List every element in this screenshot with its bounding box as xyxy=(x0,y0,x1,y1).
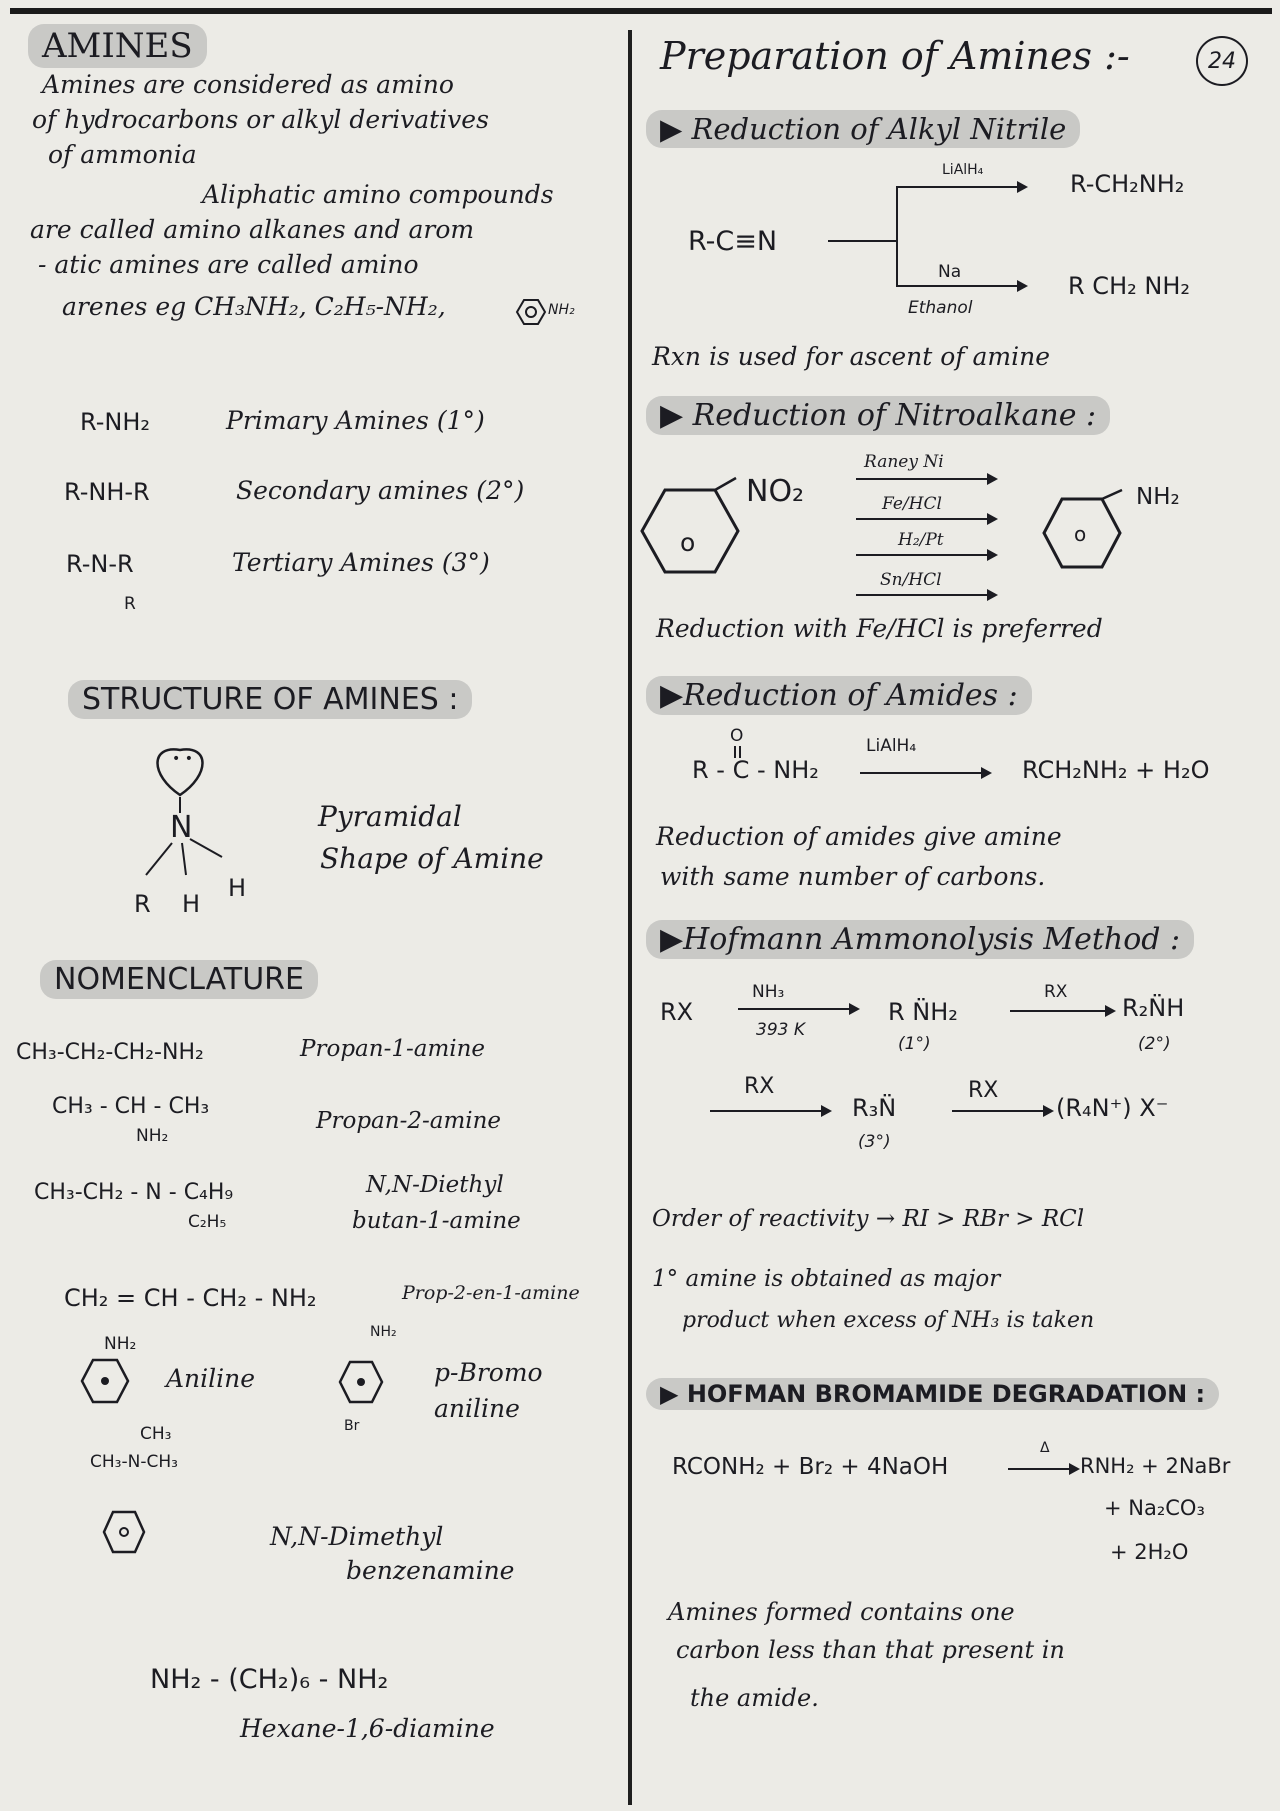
nitrile-note: Rxn is used for ascent of amine xyxy=(652,342,1050,371)
bromo-name-2: aniline xyxy=(434,1394,520,1423)
ammonolysis-reagent2: RX xyxy=(1044,982,1068,1002)
nitrile-arrow-bottom xyxy=(896,285,1026,287)
nitro-reagent-4: Sn/HCl xyxy=(880,570,942,590)
ammonolysis-arrow-1 xyxy=(738,1008,858,1010)
nomenclature-heading: NOMENCLATURE xyxy=(40,960,318,999)
nom-3-formula: CH₃-CH₂ - N - C₄H₉ xyxy=(34,1180,234,1205)
aniline-example xyxy=(516,298,575,328)
bullet-triangle-icon: ▶ xyxy=(660,922,684,957)
nitro-arrow-3 xyxy=(856,554,996,556)
bromoaniline-ring-icon xyxy=(338,1360,384,1404)
diamine-name: Hexane-1,6-diamine xyxy=(240,1714,495,1743)
bullet-triangle-icon: ▶ xyxy=(660,678,684,713)
nitrile-heading: Reduction of Alkyl Nitrile xyxy=(691,112,1067,146)
ammonolysis-reagent3: RX xyxy=(744,1074,775,1099)
nom-3-sub: C₂H₅ xyxy=(188,1212,227,1232)
amide-note-1: Reduction of amides give amine xyxy=(656,822,1062,851)
bullet-triangle-icon: ▶ xyxy=(660,1380,687,1408)
intro-line-3: of ammonia xyxy=(48,140,197,169)
tertiary-sub-r: R xyxy=(124,594,136,614)
bromamide-heading-badge xyxy=(646,1378,1219,1410)
bullet-triangle-icon: ▶ xyxy=(660,398,693,433)
intro-line-6: - atic amines are called amino xyxy=(38,250,419,279)
aniline-sub: NH₂ xyxy=(104,1334,137,1354)
ammonolysis-reagent1-under: 393 K xyxy=(756,1020,805,1040)
amide-note-2: with same number of carbons. xyxy=(660,862,1046,891)
nitrile-heading-badge xyxy=(646,110,1080,148)
nitro-reagent-1: Raney Ni xyxy=(864,452,944,472)
primary-name: Primary Amines (1°) xyxy=(226,406,485,435)
structure-caption-1: Pyramidal xyxy=(318,800,462,833)
nitrile-arrow-top xyxy=(896,186,1026,188)
nitro-heading-badge xyxy=(646,396,1110,435)
diamine-formula: NH₂ - (CH₂)₆ - NH₂ xyxy=(150,1664,389,1695)
nitro-product-sub: NH₂ xyxy=(1136,484,1180,510)
benzene-ring-icon xyxy=(516,298,546,326)
ammonolysis-note-1: 1° amine is obtained as major xyxy=(652,1266,1001,1292)
nom-3-name-1: N,N-Diethyl xyxy=(366,1172,504,1198)
ammonolysis-p1: R N̈H₂ xyxy=(888,998,958,1026)
bromamide-heading: HOFMAN BROMAMIDE DEGRADATION : xyxy=(686,1380,1206,1408)
aniline-name: Aniline xyxy=(166,1364,256,1393)
nitro-product-ring-mark: o xyxy=(1074,522,1087,546)
top-border xyxy=(10,8,1272,14)
ammonolysis-reagent1: NH₃ xyxy=(752,982,785,1002)
amide-product: RCH₂NH₂ + H₂O xyxy=(1022,756,1210,784)
primary-formula: R-NH₂ xyxy=(80,408,150,436)
nitro-substituent: NO₂ xyxy=(746,474,805,509)
nom-2-name: Propan-2-amine xyxy=(316,1108,502,1134)
ammonolysis-rx: RX xyxy=(660,998,694,1026)
ammonolysis-order: Order of reactivity → RI > RBr > RCl xyxy=(652,1206,1085,1232)
pyramidal-structure-diagram xyxy=(110,735,290,915)
bromamide-lhs: RCONH₂ + Br₂ + 4NaOH xyxy=(672,1454,949,1480)
structure-h1: H xyxy=(182,890,201,918)
ammonolysis-heading: Hofmann Ammonolysis Method : xyxy=(683,922,1181,957)
nom-1-name: Propan-1-amine xyxy=(300,1036,486,1062)
amide-reagent: LiAlH₄ xyxy=(866,736,917,756)
bromo-name-1: p-Bromo xyxy=(434,1358,543,1387)
nom-4-name: Prop-2-en-1-amine xyxy=(402,1282,580,1304)
amide-reactant: R - C - NH₂ xyxy=(692,756,819,784)
nitrile-reagent-bottom: Na xyxy=(938,262,962,282)
ammonolysis-note-2: product when excess of NH₃ is taken xyxy=(682,1308,1095,1333)
ammonolysis-p3-label: (3°) xyxy=(858,1132,891,1152)
structure-h2: H xyxy=(228,874,247,902)
nitrile-reactant: R-C≡N xyxy=(688,226,778,257)
preparation-title: Preparation of Amines :- xyxy=(660,34,1130,78)
bromamide-note-1: Amines formed contains one xyxy=(668,1598,1015,1626)
ammonolysis-heading-badge xyxy=(646,920,1194,959)
nitro-note: Reduction with Fe/HCl is preferred xyxy=(656,614,1103,643)
nom-3-name-2: butan-1-amine xyxy=(352,1208,521,1234)
amides-heading-badge xyxy=(646,676,1032,715)
ammonolysis-p4: (R₄N⁺) X⁻ xyxy=(1056,1094,1169,1122)
column-divider xyxy=(628,30,632,1805)
ammonolysis-arrow-4 xyxy=(952,1110,1052,1112)
intro-line-7: arenes eg CH₃NH₂, C₂H₅-NH₂, xyxy=(62,292,446,321)
bromamide-note-3: the amide. xyxy=(690,1684,819,1712)
nitrile-branch-vertical xyxy=(896,186,898,286)
structure-caption-2: Shape of Amine xyxy=(320,842,544,875)
ammonolysis-p2: R₂N̈H xyxy=(1122,994,1185,1022)
tertiary-formula: R-N-R xyxy=(66,550,134,578)
bromamide-rhs-1: RNH₂ + 2NaBr xyxy=(1080,1454,1231,1478)
aniline-ring-icon xyxy=(80,1358,130,1404)
nitro-arrow-2 xyxy=(856,518,996,520)
ammonolysis-reagent4: RX xyxy=(968,1078,999,1103)
page-number: 24 xyxy=(1208,48,1236,74)
intro-line-1: Amines are considered as amino xyxy=(42,70,454,99)
bullet-triangle-icon: ▶ xyxy=(660,112,692,146)
ammonolysis-arrow-3 xyxy=(710,1110,830,1112)
nitrile-product-bottom: R CH₂ NH₂ xyxy=(1068,272,1190,300)
intro-line-2: of hydrocarbons or alkyl derivatives xyxy=(32,105,489,134)
tertiary-name: Tertiary Amines (3°) xyxy=(232,548,490,577)
nitro-arrow-1 xyxy=(856,478,996,480)
structure-n: N xyxy=(170,810,193,845)
ammonolysis-p2-label: (2°) xyxy=(1138,1034,1171,1054)
nitrile-branch-line xyxy=(828,240,896,242)
dimethyl-ring-icon xyxy=(102,1510,146,1554)
nitro-reagent-3: H₂/Pt xyxy=(898,530,944,550)
bromamide-condition: Δ xyxy=(1040,1440,1050,1456)
bromamide-rhs-3: + 2H₂O xyxy=(1110,1540,1189,1564)
secondary-formula: R-NH-R xyxy=(64,478,150,506)
secondary-name: Secondary amines (2°) xyxy=(236,476,525,505)
nitro-arrow-4 xyxy=(856,594,996,596)
bromamide-rhs-2: + Na₂CO₃ xyxy=(1104,1496,1205,1520)
page-number-badge xyxy=(1196,36,1248,86)
amides-heading: Reduction of Amides : xyxy=(683,678,1018,713)
nitrile-reagent-top: LiAlH₄ xyxy=(942,162,984,178)
nitrile-reagent-bottom-under: Ethanol xyxy=(908,298,973,318)
nom-1-formula: CH₃-CH₂-CH₂-NH₂ xyxy=(16,1040,204,1065)
nom-2-formula: CH₃ - CH - CH₃ xyxy=(52,1094,210,1119)
svg-text:• •: • • xyxy=(172,751,193,767)
nitrile-product-top: R-CH₂NH₂ xyxy=(1070,170,1185,198)
bromo-sub-top: NH₂ xyxy=(370,1324,397,1340)
dimethyl-mid: CH₃-N-CH₃ xyxy=(90,1452,178,1472)
amines-title: AMINES xyxy=(28,24,207,68)
bromamide-arrow xyxy=(1008,1468,1078,1470)
dimethyl-top: CH₃ xyxy=(140,1424,172,1444)
ammonolysis-p1-label: (1°) xyxy=(898,1034,931,1054)
intro-line-4: Aliphatic amino compounds xyxy=(202,180,554,209)
dimethyl-name-2: benzenamine xyxy=(346,1556,515,1585)
bromamide-note-2: carbon less than that present in xyxy=(676,1636,1065,1664)
structure-r: R xyxy=(134,890,151,918)
ammonolysis-arrow-2 xyxy=(1010,1010,1114,1012)
bromo-sub-bottom: Br xyxy=(344,1418,360,1434)
dimethyl-name-1: N,N-Dimethyl xyxy=(270,1522,444,1551)
amide-carbonyl-o: O xyxy=(730,726,744,746)
structure-heading: STRUCTURE OF AMINES : xyxy=(68,680,472,719)
nitro-reagent-2: Fe/HCl xyxy=(882,494,942,514)
nitro-heading: Reduction of Nitroalkane : xyxy=(692,398,1097,433)
nitro-ring-mark: o xyxy=(680,528,696,557)
nom-4-formula: CH₂ = CH - CH₂ - NH₂ xyxy=(64,1284,317,1312)
ammonolysis-p3: R₃N̈ xyxy=(852,1094,897,1122)
aniline-example-sub: NH₂ xyxy=(548,302,575,318)
amide-arrow xyxy=(860,772,990,774)
nom-2-sub: NH₂ xyxy=(136,1126,169,1146)
intro-line-5: are called amino alkanes and arom xyxy=(30,215,475,244)
